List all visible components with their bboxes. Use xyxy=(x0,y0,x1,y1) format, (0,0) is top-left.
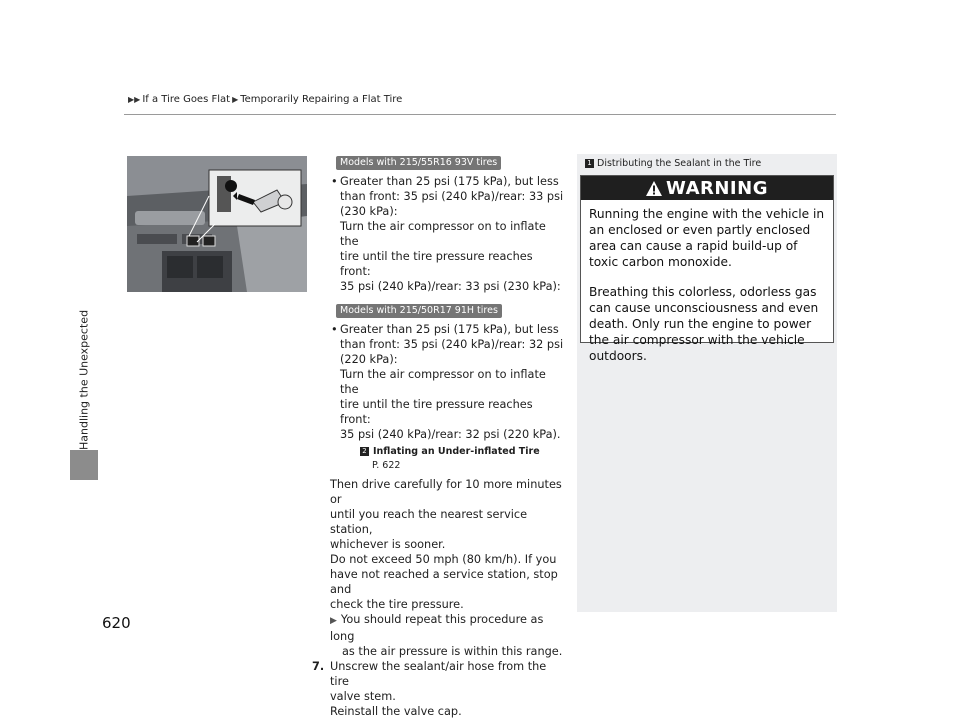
drive-paragraph: Then drive carefully for 10 more minutes or until you reach the nearest service station, whichever is sooner. Do not exceed 50 mph (80 km/h). If you have not reached a service station, stop and check the tire pressure. xyxy=(330,478,562,611)
warning-box xyxy=(580,175,834,363)
repeat-note: ▶ You should repeat this procedure as long xyxy=(330,613,544,643)
warning-header xyxy=(581,176,833,200)
bullet-93v: • Greater than 25 psi (175 kPa), but less than front: 35 psi (240 kPa)/rear: 33 psi (230 kPa): Turn the air compressor on to inflate the tire until the tire pressure reaches front: 35 psi (240 kPa)/rear: 33 psi (230 kPa): xyxy=(331,175,564,293)
double-arrow-icon: ▶▶ xyxy=(128,95,141,104)
breadcrumb-item-2: Temporarily Repairing a Flat Tire xyxy=(240,94,403,105)
section-tab-marker xyxy=(70,450,98,480)
step-7: 7. Unscrew the sealant/air hose from the tire valve stem. Reinstall the valve cap. xyxy=(312,660,547,718)
reference-icon: 2 xyxy=(360,447,369,456)
reference-page[interactable]: P. 622 xyxy=(372,460,401,471)
warning-paragraph-2: Breathing this colorless, odorless gas can cause unconsciousness and even death. Only run the engine to power the air compressor with the vehicle outdoors. xyxy=(589,285,819,363)
model-tag-93v: Models with 215/55R16 93V tires xyxy=(336,156,501,170)
page-number: 620 xyxy=(102,614,131,632)
warning-body xyxy=(581,200,833,364)
repeat-note-line-2: as the air pressure is within this range. xyxy=(342,645,563,658)
bullet-91h: • Greater than 25 psi (175 kPa), but less than front: 35 psi (240 kPa)/rear: 32 psi (220 kPa): Turn the air compressor on to inflate the tire until the tire pressure reaches front: 35 psi (240 kPa)/rear: 32 psi (220 kPa). xyxy=(331,323,564,441)
model-tag-91h: Models with 215/50R17 91H tires xyxy=(336,304,502,318)
bullet-dot-icon: • xyxy=(331,323,338,336)
warning-paragraph-1: Running the engine with the vehicle in an enclosed or even partly enclosed area can cause a rapid build-up of toxic carbon monoxide. xyxy=(589,207,825,269)
note-number-icon: 1 xyxy=(585,159,594,168)
warning-triangle-icon xyxy=(646,181,662,196)
bullet-dot-icon: • xyxy=(331,175,338,188)
cross-reference-link[interactable] xyxy=(312,444,564,459)
sidebar-title: 1 Distributing the Sealant in the Tire xyxy=(585,158,761,169)
header-divider xyxy=(124,114,836,115)
reference-title[interactable]: Inflating an Under-inflated Tire xyxy=(373,446,540,457)
main-content xyxy=(312,154,564,719)
section-side-label: Handling the Unexpected xyxy=(77,309,91,450)
breadcrumb xyxy=(128,94,402,105)
step-number: 7. xyxy=(312,660,325,673)
warning-label: WARNING xyxy=(666,177,768,199)
note-arrow-icon: ▶ xyxy=(330,616,337,626)
compressor-photo xyxy=(127,156,307,292)
breadcrumb-item-1: If a Tire Goes Flat xyxy=(142,94,231,105)
sidebar-notes xyxy=(577,154,837,612)
arrow-icon: ▶ xyxy=(232,95,239,104)
